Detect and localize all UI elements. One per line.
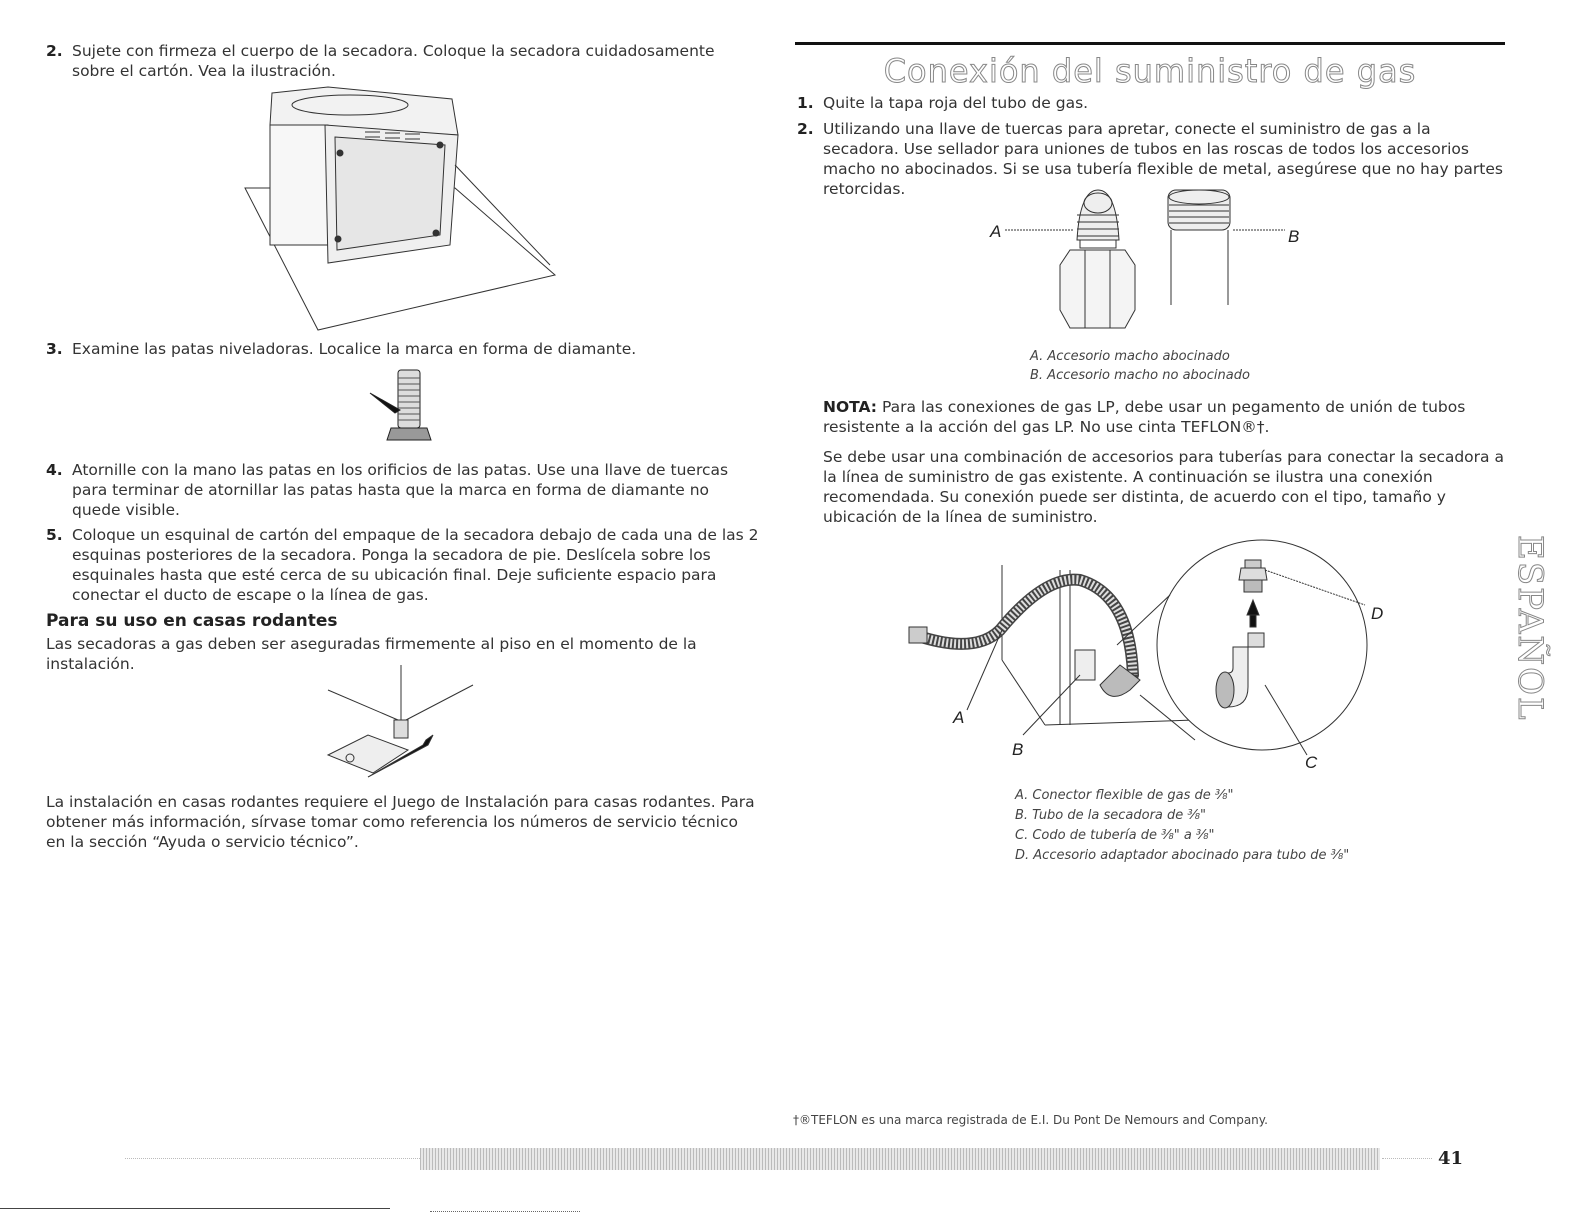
step-number: 3.: [46, 340, 63, 358]
fitting-caption-a: A. Accesorio macho abocinado: [1030, 349, 1230, 364]
step-text: Quite la tapa roja del tubo de gas.: [823, 94, 1089, 112]
gas-label-a: A: [953, 708, 965, 727]
gas-label-c: C: [1305, 753, 1318, 772]
step-text: Coloque un esquinal de cartón del empaque de la secadora debajo de cada una de las 2 esquinas posteriores de la secadora. Ponga la secadora de pie. Deslícela sobre los esquinales hasta que esté cerca de su ubicación final. Deje suficiente espacio para conectar el ducto de escape o la línea de gas.: [72, 526, 759, 604]
gas-label-b: B: [1012, 740, 1024, 759]
gas-connection-illustration: [905, 535, 1395, 775]
leveling-leg-illustration: [365, 368, 440, 450]
gas-label-d: D: [1371, 604, 1384, 623]
connection-paragraph: Se debe usar una combinación de accesorios para tuberías para conectar la secadora a la línea de suministro de gas existente. A continuación se ilustra una conexión recomendada. Su conexión puede ser distinta, de acuerdo con el tipo, tamaño y ubicación de la línea de suministro.: [823, 448, 1504, 526]
fitting-caption-b: B. Accesorio macho no abocinado: [1030, 368, 1250, 383]
gas-caption-d: D. Accesorio adaptador abocinado para tubo de ⅜": [1015, 848, 1350, 863]
step-text: Atornille con la mano las patas en los orificios de las patas. Use una llave de tuercas para terminar de atornillar las patas hasta que la marca en forma de diamante no quede visible.: [72, 461, 729, 519]
nota-block: [823, 397, 1503, 437]
footer-dotted-left: [125, 1158, 420, 1159]
fitting-label-b: B: [1288, 227, 1300, 246]
step-4-left: [46, 460, 762, 520]
page-number: 41: [1438, 1148, 1464, 1169]
gas-caption-a: A. Conector flexible de gas de ⅜": [1015, 788, 1234, 803]
step-3-left: [46, 339, 762, 359]
step-number: 5.: [46, 526, 63, 544]
step-number: 4.: [46, 461, 63, 479]
fittings-illustration: [985, 185, 1305, 335]
bottom-rule: [0, 1208, 390, 1209]
title-rule: [795, 42, 1505, 45]
step-number: 2.: [46, 42, 63, 60]
footer-dotted-right: [1382, 1158, 1432, 1159]
fitting-label-a: A: [990, 222, 1002, 241]
gas-caption-b: B. Tubo de la secadora de ⅜": [1015, 808, 1206, 823]
mobile-home-paragraph: La instalación en casas rodantes requiere el Juego de Instalación para casas rodantes. Para obtener más información, sírvase tomar como referencia los números de servicio técnico en la sección “Ayuda o servicio técnico”.: [46, 793, 755, 851]
step-number: 1.: [797, 94, 814, 112]
step-text: Sujete con firmeza el cuerpo de la secadora. Coloque la secadora cuidadosamente sobre el cartón. Vea la ilustración.: [72, 42, 715, 80]
step-5-left: [46, 525, 762, 605]
step-1-right: [797, 93, 1503, 113]
footnote: †®TEFLON es una marca registrada de E.I. Du Pont De Nemours and Company.: [793, 1113, 1268, 1127]
section-title: Conexión del suministro de gas: [883, 52, 1417, 90]
nota-text: Para las conexiones de gas LP, debe usar un pegamento de unión de tubos resistente a la acción del gas LP. No use cinta TEFLON®†.: [823, 398, 1466, 436]
footer-bar: [420, 1148, 1380, 1170]
language-side-tab: ESPAÑOL: [1510, 535, 1550, 722]
mobile-home-heading: Para su uso en casas rodantes: [46, 611, 338, 631]
step-text: Examine las patas niveladoras. Localice la marca en forma de diamante.: [72, 340, 637, 358]
gas-caption-c: C. Codo de tubería de ⅜" a ⅜": [1015, 828, 1215, 843]
mobile-home-text: Las secadoras a gas deben ser aseguradas firmemente al piso en el momento de la instalación.: [46, 635, 697, 673]
mobile-home-bracket-illustration: [318, 665, 478, 785]
step-2-left: [46, 41, 762, 81]
nota-label: NOTA:: [823, 398, 878, 416]
dryer-on-carton-illustration: [240, 85, 570, 330]
step-text: Utilizando una llave de tuercas para apretar, conecte el suministro de gas a la secadora. Use sellador para uniones de tubos en las roscas de todos los accesorios macho no abocinados. Si se usa tubería flexible de metal, asegúrese que no hay partes retorcidas.: [823, 120, 1503, 198]
step-number: 2.: [797, 120, 814, 138]
bottom-dots: [430, 1211, 580, 1212]
